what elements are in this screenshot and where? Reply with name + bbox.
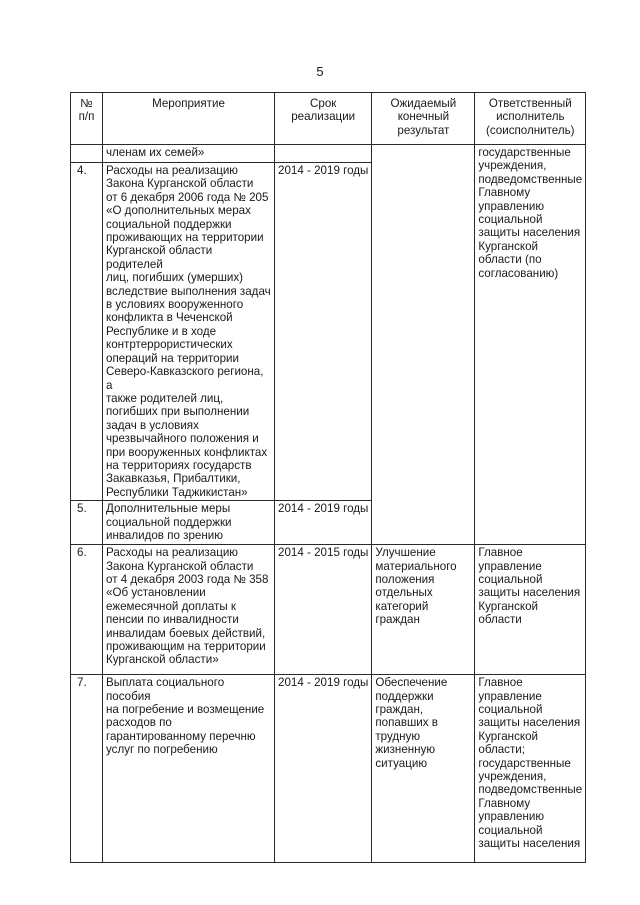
cell-activity: Расходы на реализацию Закона Курганской области от 4 декабря 2003 года № 358 «Об установлении ежемесячной доплаты к пенсии по инвалидности инвалидам боевых действий, проживающим на территории Курганской области» [103,545,275,675]
cell-num: 4. [71,163,103,501]
header-num: № п/п [71,93,103,145]
cell-activity: членам их семей» [103,145,275,163]
cell-activity: Выплата социального пособия на погребение и возмещение расходов по гарантированному перечню услуг по погребению [103,675,275,863]
cell-num: 6. [71,545,103,675]
table-row [71,675,586,863]
cell-num [71,145,103,163]
cell-term: 2014 - 2019 годы [275,501,372,545]
cell-result: Обеспечение поддержки граждан, попавших в трудную жизненную ситуацию [372,675,475,863]
cell-num: 5. [71,501,103,545]
cell-term: 2014 - 2015 годы [275,545,372,675]
cell-activity: Дополнительные меры социальной поддержки инвалидов по зрению [103,501,275,545]
measures-table [70,92,586,863]
header-executor: Ответственный исполнитель (соисполнитель) [475,93,586,145]
header-term: Срок реализации [275,93,372,145]
header-activity: Мероприятие [103,93,275,145]
cell-executor: Главное управление социальной защиты населения Курганской области; государственные учреждения, подведомственные Главному управлению социальной защиты населения [475,675,586,863]
cell-activity: Расходы на реализацию Закона Курганской области от 6 декабря 2006 года № 205 «О дополнительных мерах социальной поддержки проживающих на территории Курганской области родителей лиц, погибших (умерших) вследствие выполнения задач в условиях вооруженного конфликта в Чеченской Республике и в ходе контртеррористических операций на территории Северо-Кавказского региона, а также родителей лиц, погибших при выполнении задач в условиях чрезвычайного положения и при вооруженных конфликтах на территориях государств Закавказья, Прибалтики, Республики Таджикистан» [103,163,275,501]
cell-result: Улучшение материального положения отдельных категорий граждан [372,545,475,675]
cell-term [275,145,372,163]
cell-executor-shared: государственные учреждения, подведомственные Главному управлению социальной защиты населения Курганской области (по согласованию) [475,145,586,545]
cell-term: 2014 - 2019 годы [275,675,372,863]
header-result: Ожидаемый конечный результат [372,93,475,145]
page-number: 5 [316,64,324,79]
table-header-row [71,93,586,145]
cell-num: 7. [71,675,103,863]
cell-term: 2014 - 2019 годы [275,163,372,501]
cell-executor: Главное управление социальной защиты населения Курганской области [475,545,586,675]
table-row [71,545,586,675]
table-row-continuation [71,145,586,163]
cell-result-shared [372,145,475,545]
